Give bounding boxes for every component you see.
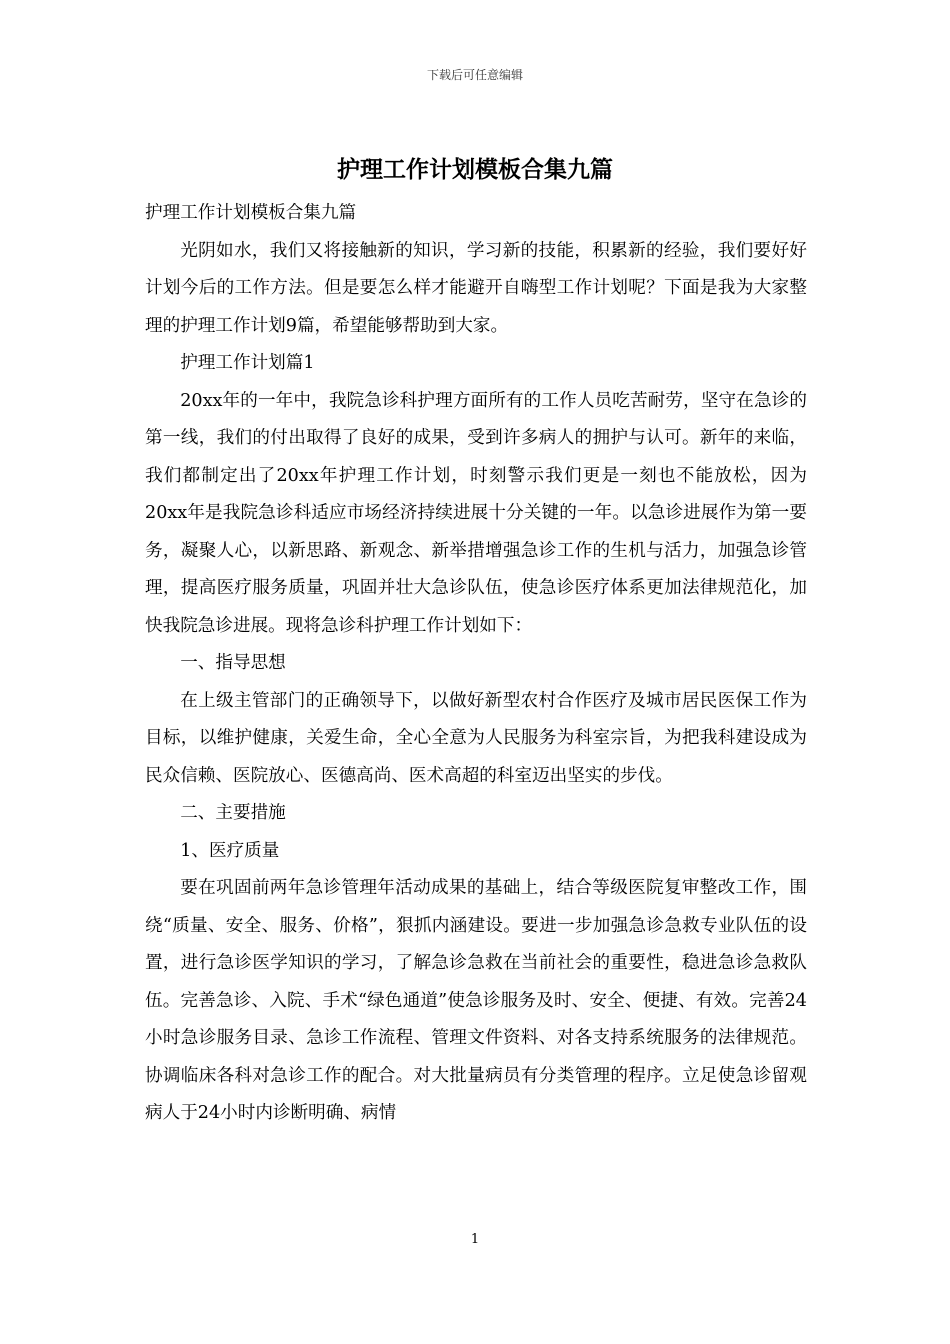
paragraph-guiding-ideology: 在上级主管部门的正确领导下，以做好新型农村合作医疗及城市居民医保工作为目标，以维护健康，关爱生命，全心全意为人民服务为科室宗旨，为把我科建设成为民众信赖、医院放心、医德高尚、医术高超的科室迈出坚实的步伐。 <box>145 690 807 786</box>
paragraph-subtitle: 护理工作计划模板合集九篇 <box>145 203 357 223</box>
header-note: 下载后可任意编辑 <box>426 68 523 82</box>
paragraph-medical-quality: 要在巩固前两年急诊管理年活动成果的基础上，结合等级医院复审整改工作，围绕“质量、安全、服务、价格”，狠抓内涵建设。要进一步加强急诊急救专业队伍的设置，进行急诊医学知识的学习，了解急诊急救在当前社会的重要性，稳进急诊急救队伍。完善急诊、入院、手术“绿色通道”使急诊服务及时、安全、便捷、有效。完善24小时急诊服务目录、急诊工作流程、管理文件资料、对各支持系统服务的法律规范。协调临床各科对急诊工作的配合。对大批量病员有分类管理的程序。立足使急诊留观病人于24小时内诊断明确、病情 <box>145 878 807 1123</box>
document-title: 护理工作计划模板合集九篇 <box>337 156 613 183</box>
document-body <box>145 195 807 1133</box>
section-heading-guiding-ideology: 一、指导思想 <box>180 653 286 673</box>
subsection-heading-medical-quality: 1、医疗质量 <box>180 840 280 861</box>
paragraph-intro: 光阴如水，我们又将接触新的知识，学习新的技能，积累新的经验，我们要好好计划今后的工作方法。但是要怎么样才能避开自嗨型工作计划呢？下面是我为大家整理的护理工作计划9篇，希望能够帮助到大家。 <box>145 240 807 336</box>
section-heading-main-measures: 二、主要措施 <box>180 803 286 823</box>
section-heading-plan-1: 护理工作计划篇1 <box>180 353 315 373</box>
paragraph-plan-1-overview: 20xx年的一年中，我院急诊科护理方面所有的工作人员吃苦耐劳，坚守在急诊的第一线，我们的付出取得了良好的成果，受到许多病人的拥护与认可。新年的来临，我们都制定出了20xx年护理工作计划，时刻警示我们更是一刻也不能放松，因为20xx年是我院急诊科适应市场经济持续进展十分关键的一年。以急诊进展作为第一要务，凝聚人心，以新思路、新观念、新举措增强急诊工作的生机与活力，加强急诊管理，提高医疗服务质量，巩固并壮大急诊队伍，使急诊医疗体系更加法律规范化，加快我院急诊进展。现将急诊科护理工作计划如下： <box>145 390 807 636</box>
page-number: 1 <box>470 1232 480 1247</box>
